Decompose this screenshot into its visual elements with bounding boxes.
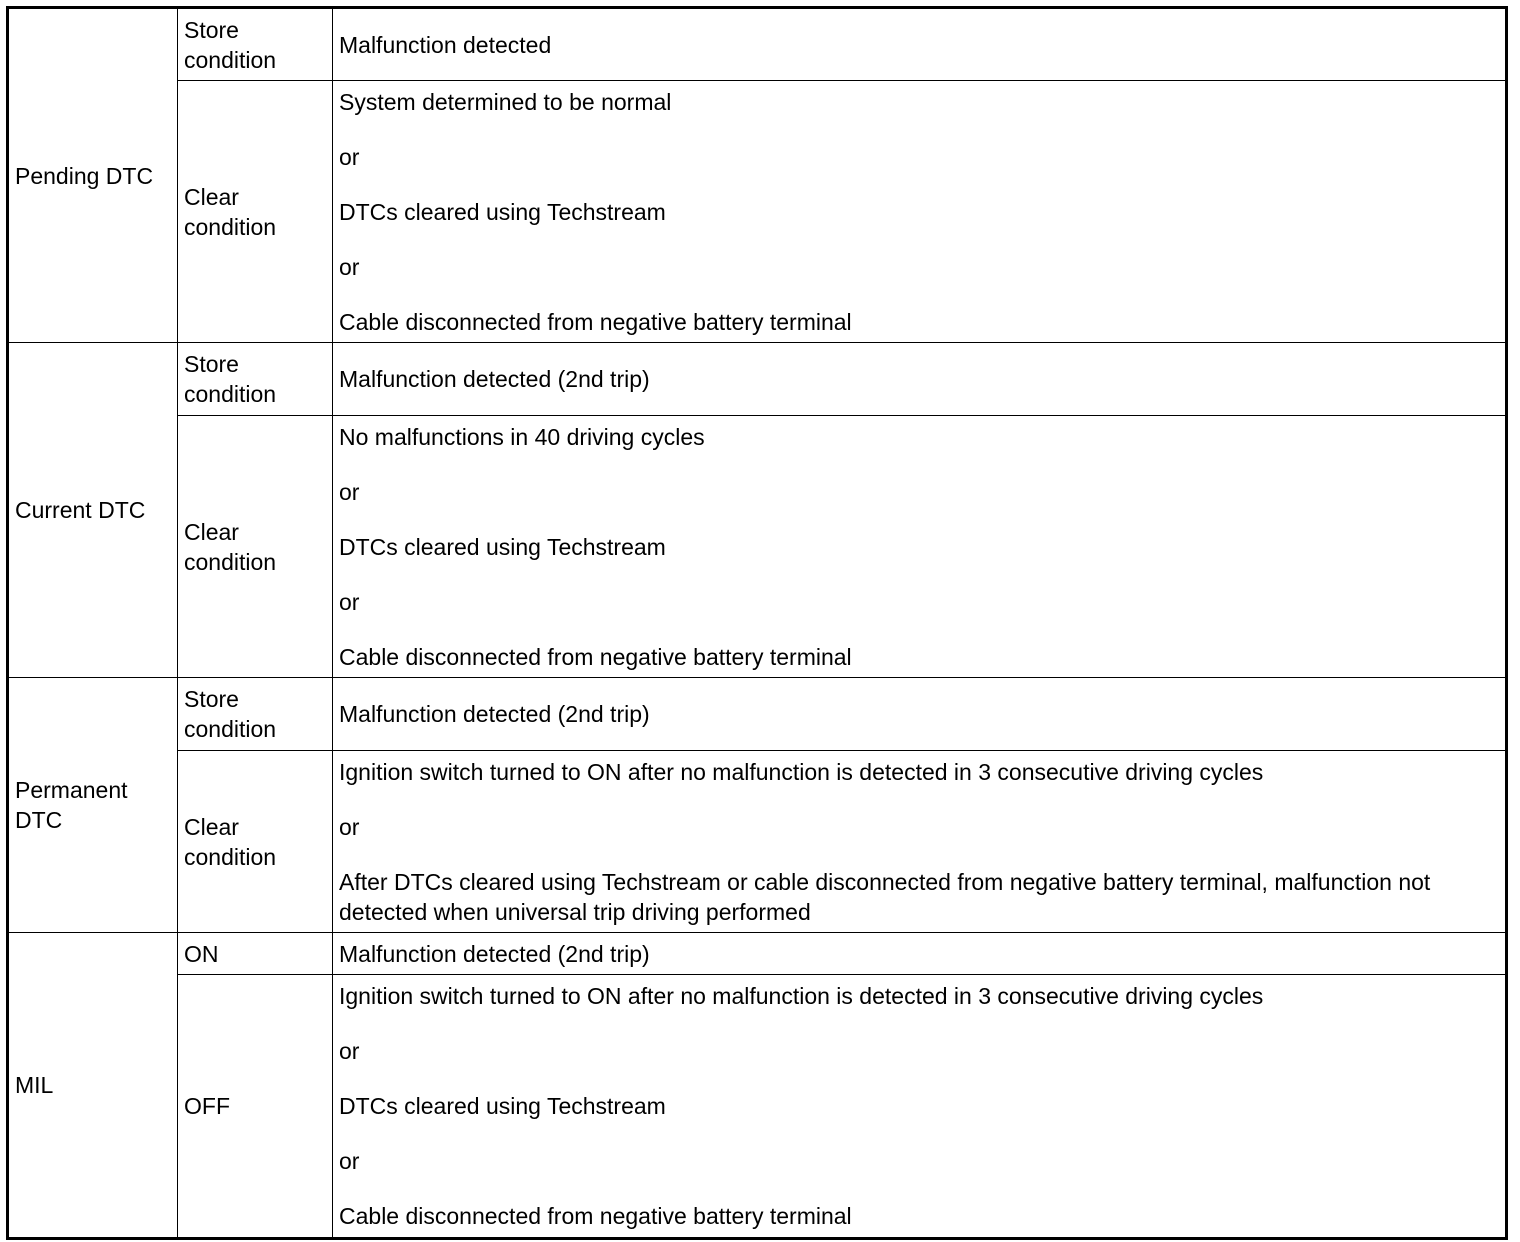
permanent-dtc-clear-label: Clear condition [178, 751, 333, 933]
clear-condition-line: System determined to be normal [339, 88, 672, 115]
current-dtc-store-row [8, 343, 1507, 416]
clear-condition-line: After DTCs cleared using Techstream or cable disconnected from negative battery terminal, malfunction not detected when universal trip driving performed [339, 868, 1431, 925]
clear-condition-line: or [339, 1148, 360, 1174]
clear-condition-line: DTCs cleared using Techstream [339, 1093, 666, 1119]
pending-dtc-category-cell: Pending DTC [8, 8, 178, 343]
pending-dtc-clear-value [333, 81, 1507, 343]
mil-clear-label: OFF [178, 975, 333, 1239]
clear-condition-line: or [339, 1038, 360, 1064]
clear-condition-line: or [339, 813, 360, 840]
table-body [8, 8, 1507, 1239]
current-dtc-clear-value [333, 416, 1507, 678]
mil-clear-row [8, 975, 1507, 1239]
permanent-dtc-store-label: Store condition [178, 678, 333, 751]
clear-condition-line: Cable disconnected from negative battery terminal [339, 308, 852, 335]
current-dtc-category-cell: Current DTC [8, 343, 178, 678]
pending-dtc-store-label: Store condition [178, 8, 333, 81]
permanent-dtc-clear-value [333, 751, 1507, 933]
clear-condition-line: Cable disconnected from negative battery terminal [339, 643, 852, 670]
permanent-dtc-store-value: Malfunction detected (2nd trip) [333, 678, 1507, 751]
dtc-condition-table [6, 6, 1508, 1240]
permanent-dtc-clear-row [8, 751, 1507, 933]
clear-condition-line: DTCs cleared using Techstream [339, 533, 666, 560]
pending-dtc-store-value: Malfunction detected [333, 8, 1507, 81]
current-dtc-store-value: Malfunction detected (2nd trip) [333, 343, 1507, 416]
clear-condition-line: or [339, 143, 360, 170]
permanent-dtc-store-row [8, 678, 1507, 751]
clear-condition-line: DTCs cleared using Techstream [339, 198, 666, 225]
pending-dtc-store-row [8, 8, 1507, 81]
mil-category-cell: MIL [8, 933, 178, 1239]
clear-condition-line: Ignition switch turned to ON after no malfunction is detected in 3 consecutive driving cycles [339, 758, 1264, 785]
mil-store-row [8, 933, 1507, 975]
mil-store-value: Malfunction detected (2nd trip) [333, 933, 1507, 975]
current-dtc-clear-row [8, 416, 1507, 678]
clear-condition-line: Ignition switch turned to ON after no malfunction is detected in 3 consecutive driving cycles [339, 983, 1264, 1009]
clear-condition-line: or [339, 253, 360, 280]
permanent-dtc-category-cell: Permanent DTC [8, 678, 178, 933]
clear-condition-line: or [339, 588, 360, 615]
pending-dtc-clear-row [8, 81, 1507, 343]
current-dtc-store-label: Store condition [178, 343, 333, 416]
clear-condition-line: Cable disconnected from negative battery terminal [339, 1203, 852, 1229]
mil-clear-value [333, 975, 1507, 1239]
current-dtc-clear-label: Clear condition [178, 416, 333, 678]
clear-condition-line: or [339, 478, 360, 505]
pending-dtc-clear-label: Clear condition [178, 81, 333, 343]
mil-store-label: ON [178, 933, 333, 975]
clear-condition-line: No malfunctions in 40 driving cycles [339, 423, 705, 450]
